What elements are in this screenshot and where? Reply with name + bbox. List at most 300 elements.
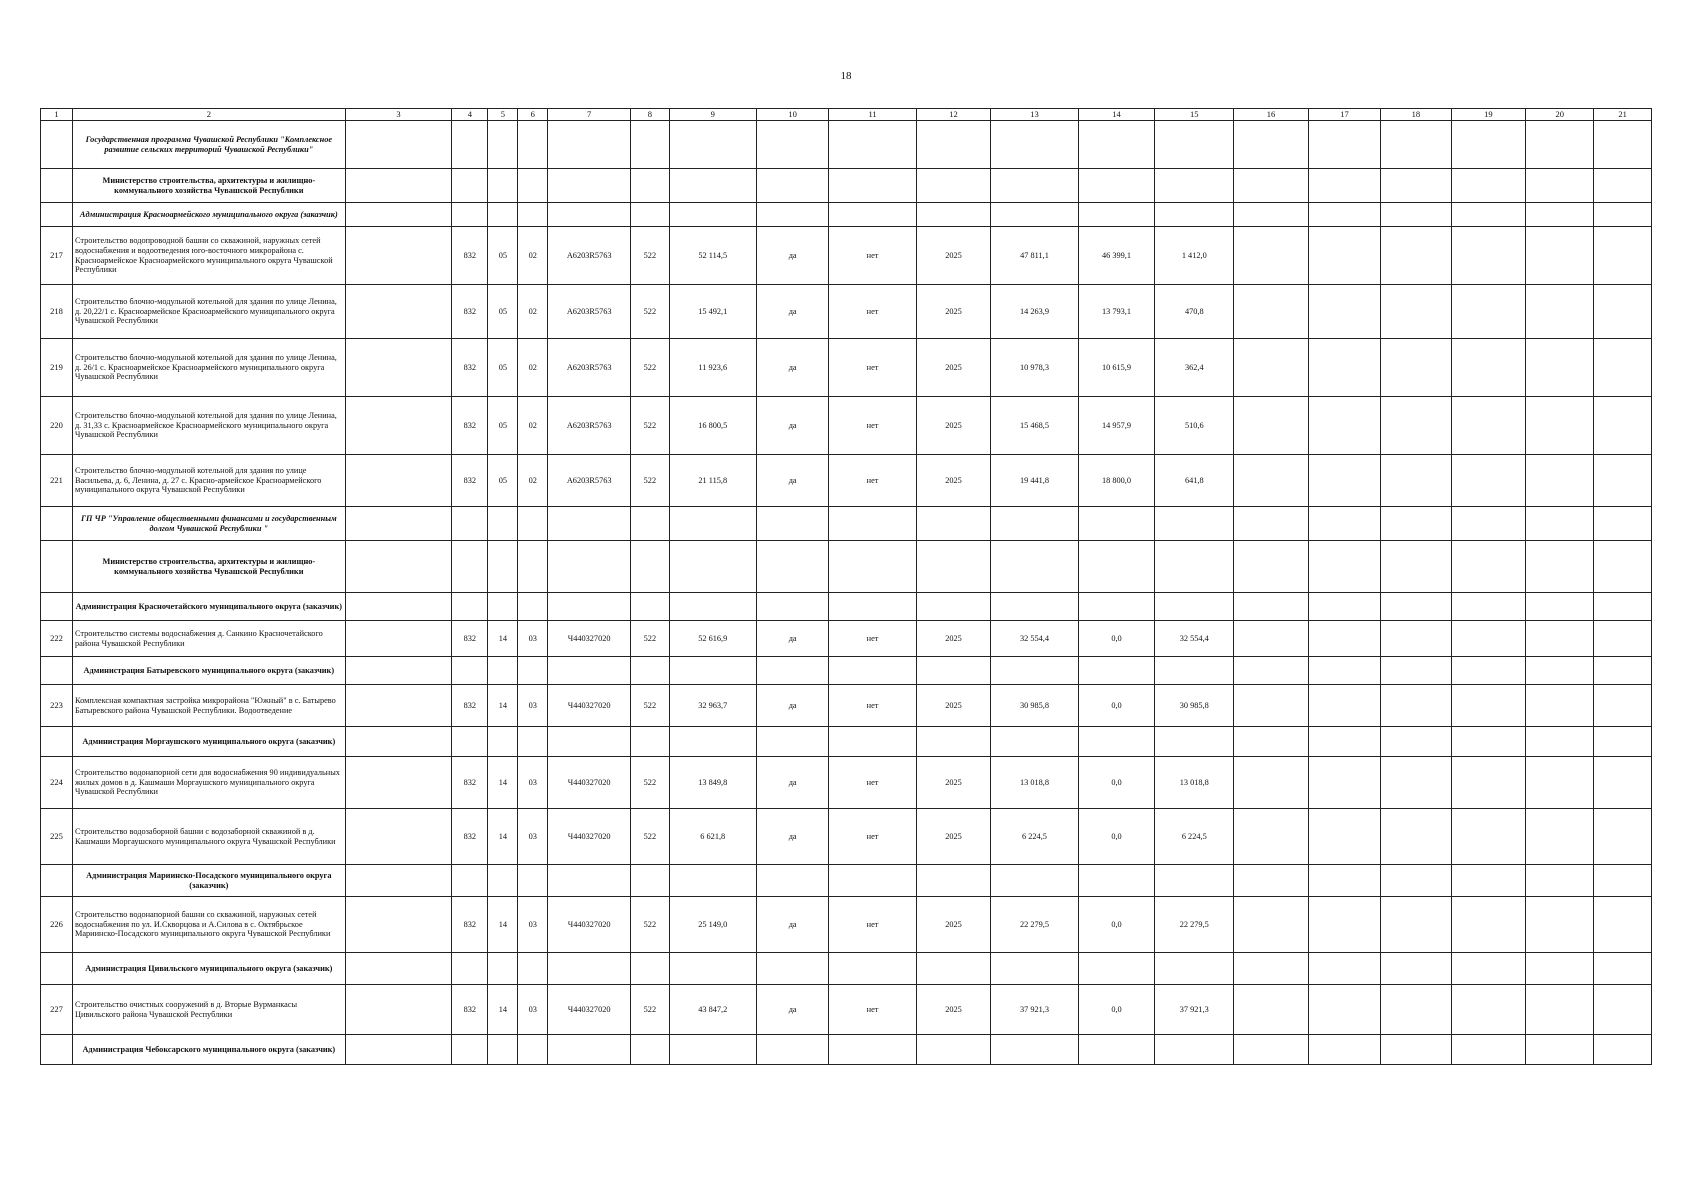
completion-year: 2025	[916, 339, 991, 397]
empty-cell	[1155, 953, 1234, 985]
empty-cell	[1381, 865, 1451, 897]
empty-cell	[518, 865, 548, 897]
empty-cell	[345, 541, 452, 593]
section-title: Администрация Цивильского муниципального округа (заказчик)	[72, 953, 345, 985]
section-row	[41, 953, 1652, 985]
expertise: нет	[829, 897, 916, 953]
empty-cell	[452, 657, 488, 685]
code-expense: 522	[631, 339, 669, 397]
empty-cell	[452, 953, 488, 985]
column-number: 10	[756, 109, 828, 121]
table-row	[41, 285, 1652, 339]
code-expense: 522	[631, 757, 669, 809]
empty-cell	[1594, 121, 1652, 169]
object-name: Строительство водонапорной башни со скважиной, наружных сетей водоснабжения по ул. И.Скворцова и А.Силова в с. Октябрьское Мариинско-Посадского муниципального округа Чувашской Республики	[72, 897, 345, 953]
empty-cell	[1155, 541, 1234, 593]
column-number-row	[41, 109, 1652, 121]
empty-cell	[1526, 227, 1594, 285]
empty-cell	[41, 507, 73, 541]
empty-cell	[548, 657, 631, 685]
empty-cell	[452, 727, 488, 757]
code-subsection: 02	[518, 339, 548, 397]
object-name: Комплексная компактная застройка микрорайона "Южный" в с. Батырево Батыревского района Чувашской Республики. Водоотведение	[72, 685, 345, 727]
empty-cell	[41, 1035, 73, 1065]
completion-year: 2025	[916, 227, 991, 285]
code-expense: 522	[631, 227, 669, 285]
empty-cell	[345, 593, 452, 621]
project-docs: да	[756, 809, 828, 865]
completion-year: 2025	[916, 455, 991, 507]
empty-cell	[829, 1035, 916, 1065]
table-row	[41, 621, 1652, 657]
project-docs: да	[756, 897, 828, 953]
empty-cell	[1451, 621, 1526, 657]
code-subsection: 03	[518, 757, 548, 809]
empty-cell	[756, 203, 828, 227]
empty-cell	[488, 169, 518, 203]
table-row	[41, 985, 1652, 1035]
object-name: Строительство очистных сооружений в д. Вторые Вурманкасы Цивильского района Чувашской Республики	[72, 985, 345, 1035]
empty-cell	[991, 541, 1078, 593]
object-name: Строительство блочно-модульной котельной для здания по улице Ленина, д. 20,22/1 с. Красноармейское Красноармейского муниципального округа Чувашской Республики	[72, 285, 345, 339]
code-expense: 522	[631, 455, 669, 507]
project-docs: да	[756, 227, 828, 285]
code-ministry: 832	[452, 339, 488, 397]
republic-budget: 22 279,5	[1155, 897, 1234, 953]
empty-cell	[1234, 621, 1309, 657]
empty-cell	[631, 727, 669, 757]
empty-cell	[756, 507, 828, 541]
empty-cell	[518, 1035, 548, 1065]
code-ministry: 832	[452, 897, 488, 953]
empty-cell	[631, 203, 669, 227]
row-number: 223	[41, 685, 73, 727]
empty-cell	[1308, 657, 1380, 685]
total-amount: 37 921,3	[991, 985, 1078, 1035]
empty-cell	[518, 121, 548, 169]
section-row	[41, 507, 1652, 541]
code-section: 14	[488, 897, 518, 953]
code-ministry: 832	[452, 685, 488, 727]
code-section: 05	[488, 339, 518, 397]
empty-cell	[1526, 621, 1594, 657]
column-number: 16	[1234, 109, 1309, 121]
estimated-cost: 43 847,2	[669, 985, 756, 1035]
section-title: Администрация Красноармейского муниципального округа (заказчик)	[72, 203, 345, 227]
code-section: 05	[488, 455, 518, 507]
empty-cell	[488, 541, 518, 593]
empty-cell	[829, 657, 916, 685]
section-row	[41, 169, 1652, 203]
code-subsection: 03	[518, 685, 548, 727]
column-number: 9	[669, 109, 756, 121]
federal-budget: 13 793,1	[1078, 285, 1155, 339]
empty-cell	[756, 541, 828, 593]
expertise: нет	[829, 685, 916, 727]
empty-cell	[1234, 227, 1309, 285]
expertise: нет	[829, 339, 916, 397]
empty-cell	[548, 865, 631, 897]
code-ministry: 832	[452, 285, 488, 339]
section-title: ГП ЧР "Управление общественными финансами и государственным долгом Чувашской Республики "	[72, 507, 345, 541]
empty-cell	[631, 1035, 669, 1065]
empty-cell	[1526, 169, 1594, 203]
empty-cell	[1451, 541, 1526, 593]
empty-cell	[1451, 985, 1526, 1035]
empty-cell	[548, 203, 631, 227]
completion-year: 2025	[916, 897, 991, 953]
empty-cell	[1234, 953, 1309, 985]
estimated-cost: 32 963,7	[669, 685, 756, 727]
empty-cell	[345, 727, 452, 757]
empty-cell	[1526, 685, 1594, 727]
republic-budget: 1 412,0	[1155, 227, 1234, 285]
republic-budget: 32 554,4	[1155, 621, 1234, 657]
empty-cell	[41, 121, 73, 169]
empty-cell	[1594, 727, 1652, 757]
object-name: Строительство водопроводной башни со скважиной, наружных сетей водоснабжения и водоотведения юго-восточного микрорайона с. Красноармейское Красноармейского муниципального округа Чувашской Республики	[72, 227, 345, 285]
empty-cell	[488, 203, 518, 227]
code-section: 14	[488, 985, 518, 1035]
code-ministry: 832	[452, 757, 488, 809]
empty-cell	[345, 507, 452, 541]
empty-cell	[1308, 339, 1380, 397]
empty-cell	[1381, 455, 1451, 507]
empty-cell	[756, 953, 828, 985]
empty-cell	[631, 865, 669, 897]
federal-budget: 10 615,9	[1078, 339, 1155, 397]
project-docs: да	[756, 685, 828, 727]
code-target: Ч440327020	[548, 757, 631, 809]
empty-cell	[548, 953, 631, 985]
empty-cell	[631, 593, 669, 621]
empty-cell	[1234, 285, 1309, 339]
empty-cell	[1526, 121, 1594, 169]
empty-cell	[1155, 121, 1234, 169]
republic-budget: 362,4	[1155, 339, 1234, 397]
empty-cell	[1526, 397, 1594, 455]
total-amount: 32 554,4	[991, 621, 1078, 657]
empty-cell	[1155, 865, 1234, 897]
empty-cell	[669, 727, 756, 757]
empty-cell	[345, 985, 452, 1035]
empty-cell	[1381, 657, 1451, 685]
empty-cell	[991, 507, 1078, 541]
empty-cell	[548, 121, 631, 169]
empty-cell	[756, 1035, 828, 1065]
empty-cell	[1451, 203, 1526, 227]
empty-cell	[916, 865, 991, 897]
empty-cell	[1308, 897, 1380, 953]
empty-cell	[1381, 985, 1451, 1035]
empty-cell	[631, 657, 669, 685]
empty-cell	[1594, 507, 1652, 541]
code-section: 14	[488, 685, 518, 727]
section-row	[41, 657, 1652, 685]
empty-cell	[345, 897, 452, 953]
empty-cell	[345, 397, 452, 455]
total-amount: 15 468,5	[991, 397, 1078, 455]
total-amount: 47 811,1	[991, 227, 1078, 285]
empty-cell	[669, 121, 756, 169]
empty-cell	[916, 727, 991, 757]
empty-cell	[452, 203, 488, 227]
federal-budget: 0,0	[1078, 897, 1155, 953]
empty-cell	[1381, 727, 1451, 757]
empty-cell	[345, 657, 452, 685]
empty-cell	[916, 953, 991, 985]
estimated-cost: 13 849,8	[669, 757, 756, 809]
empty-cell	[345, 455, 452, 507]
empty-cell	[345, 621, 452, 657]
empty-cell	[1451, 685, 1526, 727]
empty-cell	[345, 285, 452, 339]
expertise: нет	[829, 985, 916, 1035]
total-amount: 6 224,5	[991, 809, 1078, 865]
object-name: Строительство водонапорной сети для водоснабжения 90 индивидуальных жилых домов в д. Кашмаши Моргаушского муниципального округа Чувашской Республики	[72, 757, 345, 809]
empty-cell	[41, 169, 73, 203]
empty-cell	[1234, 541, 1309, 593]
project-docs: да	[756, 455, 828, 507]
empty-cell	[631, 507, 669, 541]
column-number: 15	[1155, 109, 1234, 121]
empty-cell	[1308, 593, 1380, 621]
table-row	[41, 897, 1652, 953]
column-number: 5	[488, 109, 518, 121]
row-number: 220	[41, 397, 73, 455]
section-row	[41, 203, 1652, 227]
empty-cell	[345, 865, 452, 897]
code-expense: 522	[631, 285, 669, 339]
code-subsection: 02	[518, 455, 548, 507]
total-amount: 13 018,8	[991, 757, 1078, 809]
empty-cell	[1526, 727, 1594, 757]
code-section: 05	[488, 227, 518, 285]
code-subsection: 03	[518, 897, 548, 953]
project-docs: да	[756, 985, 828, 1035]
empty-cell	[631, 121, 669, 169]
empty-cell	[548, 593, 631, 621]
empty-cell	[488, 1035, 518, 1065]
total-amount: 30 985,8	[991, 685, 1078, 727]
section-row	[41, 1035, 1652, 1065]
section-row	[41, 121, 1652, 169]
empty-cell	[1078, 507, 1155, 541]
column-number: 19	[1451, 109, 1526, 121]
empty-cell	[1234, 1035, 1309, 1065]
section-row	[41, 541, 1652, 593]
total-amount: 19 441,8	[991, 455, 1078, 507]
empty-cell	[1526, 339, 1594, 397]
code-subsection: 03	[518, 621, 548, 657]
column-number: 7	[548, 109, 631, 121]
empty-cell	[829, 507, 916, 541]
empty-cell	[669, 541, 756, 593]
code-target: Ч440327020	[548, 809, 631, 865]
empty-cell	[1594, 593, 1652, 621]
empty-cell	[829, 169, 916, 203]
table-row	[41, 339, 1652, 397]
republic-budget: 470,8	[1155, 285, 1234, 339]
empty-cell	[1381, 541, 1451, 593]
empty-cell	[756, 865, 828, 897]
empty-cell	[548, 541, 631, 593]
empty-cell	[1308, 621, 1380, 657]
code-target: А6203R5763	[548, 397, 631, 455]
empty-cell	[1078, 865, 1155, 897]
empty-cell	[1155, 203, 1234, 227]
empty-cell	[1451, 1035, 1526, 1065]
empty-cell	[631, 953, 669, 985]
empty-cell	[488, 657, 518, 685]
empty-cell	[1381, 203, 1451, 227]
empty-cell	[1526, 593, 1594, 621]
empty-cell	[1078, 727, 1155, 757]
federal-budget: 0,0	[1078, 809, 1155, 865]
empty-cell	[756, 121, 828, 169]
completion-year: 2025	[916, 621, 991, 657]
empty-cell	[1594, 685, 1652, 727]
empty-cell	[1451, 285, 1526, 339]
empty-cell	[756, 169, 828, 203]
code-expense: 522	[631, 397, 669, 455]
republic-budget: 6 224,5	[1155, 809, 1234, 865]
code-expense: 522	[631, 809, 669, 865]
completion-year: 2025	[916, 397, 991, 455]
row-number: 218	[41, 285, 73, 339]
empty-cell	[1078, 1035, 1155, 1065]
empty-cell	[1381, 757, 1451, 809]
empty-cell	[991, 657, 1078, 685]
empty-cell	[1308, 455, 1380, 507]
object-name: Строительство системы водоснабжения д. Санкино Красночетайского района Чувашской Республики	[72, 621, 345, 657]
empty-cell	[991, 169, 1078, 203]
empty-cell	[1526, 865, 1594, 897]
code-expense: 522	[631, 621, 669, 657]
project-docs: да	[756, 757, 828, 809]
section-title: Администрация Моргаушского муниципального округа (заказчик)	[72, 727, 345, 757]
empty-cell	[829, 727, 916, 757]
empty-cell	[669, 507, 756, 541]
empty-cell	[488, 727, 518, 757]
section-title: Государственная программа Чувашской Республики "Комплексное развитие сельских территорий Чувашской Республики"	[72, 121, 345, 169]
empty-cell	[452, 169, 488, 203]
empty-cell	[1381, 285, 1451, 339]
empty-cell	[1594, 397, 1652, 455]
budget-table	[40, 108, 1652, 1065]
empty-cell	[1381, 897, 1451, 953]
empty-cell	[345, 685, 452, 727]
federal-budget: 0,0	[1078, 985, 1155, 1035]
empty-cell	[1526, 953, 1594, 985]
column-number: 20	[1526, 109, 1594, 121]
empty-cell	[1594, 621, 1652, 657]
expertise: нет	[829, 227, 916, 285]
code-target: А6203R5763	[548, 285, 631, 339]
section-title: Администрация Мариинско-Посадского муниципального округа (заказчик)	[72, 865, 345, 897]
empty-cell	[1308, 121, 1380, 169]
empty-cell	[1234, 865, 1309, 897]
empty-cell	[1526, 757, 1594, 809]
empty-cell	[1308, 809, 1380, 865]
completion-year: 2025	[916, 985, 991, 1035]
empty-cell	[518, 507, 548, 541]
row-number: 219	[41, 339, 73, 397]
empty-cell	[1381, 507, 1451, 541]
empty-cell	[1308, 203, 1380, 227]
empty-cell	[916, 657, 991, 685]
code-target: А6203R5763	[548, 227, 631, 285]
expertise: нет	[829, 621, 916, 657]
empty-cell	[1308, 397, 1380, 455]
empty-cell	[1234, 657, 1309, 685]
empty-cell	[1308, 865, 1380, 897]
empty-cell	[1451, 865, 1526, 897]
empty-cell	[1594, 455, 1652, 507]
table-row	[41, 455, 1652, 507]
empty-cell	[991, 1035, 1078, 1065]
republic-budget: 641,8	[1155, 455, 1234, 507]
section-row	[41, 865, 1652, 897]
total-amount: 10 978,3	[991, 339, 1078, 397]
empty-cell	[1451, 397, 1526, 455]
row-number: 222	[41, 621, 73, 657]
empty-cell	[1234, 455, 1309, 507]
empty-cell	[518, 727, 548, 757]
empty-cell	[518, 953, 548, 985]
empty-cell	[548, 169, 631, 203]
row-number: 225	[41, 809, 73, 865]
empty-cell	[1594, 169, 1652, 203]
empty-cell	[916, 203, 991, 227]
empty-cell	[345, 1035, 452, 1065]
empty-cell	[991, 865, 1078, 897]
table-row	[41, 757, 1652, 809]
estimated-cost: 11 923,6	[669, 339, 756, 397]
empty-cell	[1594, 285, 1652, 339]
empty-cell	[1381, 169, 1451, 203]
code-target: Ч440327020	[548, 621, 631, 657]
empty-cell	[991, 203, 1078, 227]
empty-cell	[916, 1035, 991, 1065]
empty-cell	[345, 121, 452, 169]
empty-cell	[1526, 809, 1594, 865]
empty-cell	[1078, 169, 1155, 203]
expertise: нет	[829, 397, 916, 455]
empty-cell	[1381, 621, 1451, 657]
empty-cell	[829, 203, 916, 227]
object-name: Строительство водозаборной башни с водозаборной скважиной в д. Кашмаши Моргаушского муниципального округа Чувашской Республики	[72, 809, 345, 865]
empty-cell	[518, 203, 548, 227]
completion-year: 2025	[916, 685, 991, 727]
empty-cell	[41, 657, 73, 685]
empty-cell	[1155, 727, 1234, 757]
empty-cell	[1078, 953, 1155, 985]
republic-budget: 30 985,8	[1155, 685, 1234, 727]
empty-cell	[518, 169, 548, 203]
empty-cell	[1381, 809, 1451, 865]
completion-year: 2025	[916, 757, 991, 809]
empty-cell	[1381, 685, 1451, 727]
empty-cell	[345, 809, 452, 865]
empty-cell	[1308, 507, 1380, 541]
column-number: 12	[916, 109, 991, 121]
empty-cell	[1594, 897, 1652, 953]
estimated-cost: 52 114,5	[669, 227, 756, 285]
empty-cell	[1526, 985, 1594, 1035]
empty-cell	[1451, 507, 1526, 541]
empty-cell	[41, 953, 73, 985]
